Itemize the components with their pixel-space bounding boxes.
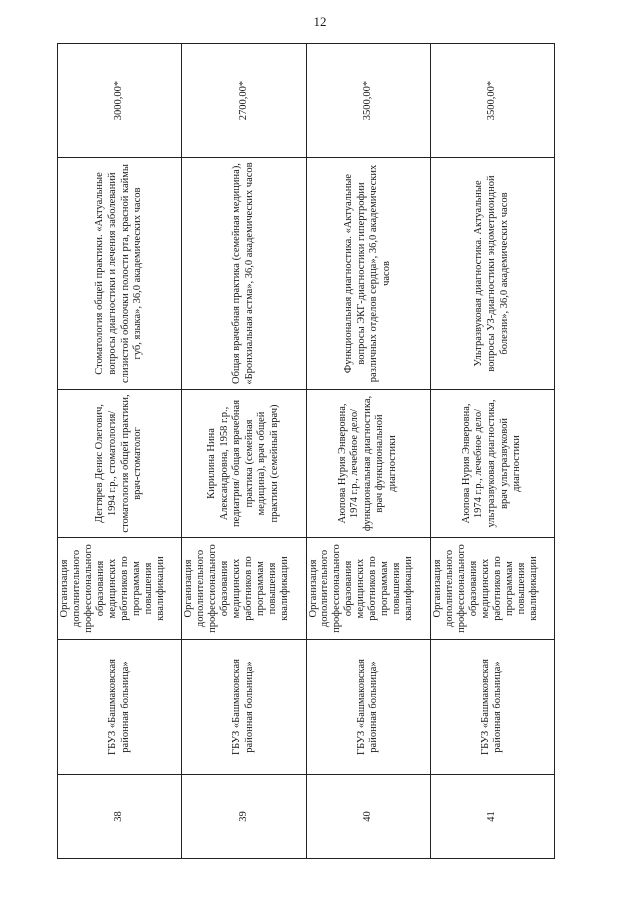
specialist-cell: Аюпова Нурия Энверовна, 1974 г.р., лечебное дело/ функциональная диагностика, врач функциональной диагностики xyxy=(306,390,430,538)
institution-cell: ГБУЗ «Башмаковская районная больница» xyxy=(58,640,182,775)
specialist-cell: Дегтярев Денис Олегович, 1994 г.р., стоматология/ стоматология общей практики, врач-стоматолог xyxy=(58,390,182,538)
table-row xyxy=(430,44,554,859)
table-row xyxy=(306,44,430,859)
cost-cell: 2700,00* xyxy=(182,44,306,158)
row-number: 41 xyxy=(430,775,554,859)
program-cell: Организация дополнительного профессионального образования медицинских работников по программам повышения квалификации xyxy=(58,538,182,640)
row-number: 39 xyxy=(182,775,306,859)
program-cell: Организация дополнительного профессионального образования медицинских работников по программам повышения квалификации xyxy=(182,538,306,640)
program-cell: Организация дополнительного профессионального образования медицинских работников по программам повышения квалификации xyxy=(430,538,554,640)
row-number: 40 xyxy=(306,775,430,859)
specialist-cell: Кирилина Нина Александровна, 1958 г.р., педиатрия/ общая врачебная практика (семейная медицина), врач общей практики (семейный врач) xyxy=(182,390,306,538)
institution-cell: ГБУЗ «Башмаковская районная больница» xyxy=(430,640,554,775)
training-table xyxy=(57,43,555,859)
course-cell: Функциональная диагностика. «Актуальные вопросы ЭКГ-диагностики гипертрофии различных отделов сердца», 36,0 академических часов xyxy=(306,158,430,390)
institution-cell: ГБУЗ «Башмаковская районная больница» xyxy=(306,640,430,775)
course-cell: Стоматология общей практики. «Актуальные вопросы диагностики и лечения заболеваний слизистой оболочки полости рта, красной каймы губ, языка», 36,0 академических часов xyxy=(58,158,182,390)
specialist-cell: Аюпова Нурия Энверовна, 1974 г.р., лечебное дело/ультразвуковая диагностика, врач ультразвуковой диагностики xyxy=(430,390,554,538)
table-row xyxy=(182,44,306,859)
cost-cell: 3500,00* xyxy=(306,44,430,158)
rotated-table xyxy=(57,44,555,859)
institution-cell: ГБУЗ «Башмаковская районная больница» xyxy=(182,640,306,775)
cost-cell: 3500,00* xyxy=(430,44,554,158)
program-cell: Организация дополнительного профессионального образования медицинских работников по программам повышения квалификации xyxy=(306,538,430,640)
course-cell: Общая врачебная практика (семейная медицина), «Бронхиальная астма», 36,0 академических часов xyxy=(182,158,306,390)
course-cell: Ультразвуковая диагностика. Актуальные вопросы УЗ-диагностики эндометриоидной болезни», 36,0 академических часов xyxy=(430,158,554,390)
page-number: 12 xyxy=(313,14,327,29)
table-row xyxy=(58,44,182,859)
cost-cell: 3000,00* xyxy=(58,44,182,158)
row-number: 38 xyxy=(58,775,182,859)
